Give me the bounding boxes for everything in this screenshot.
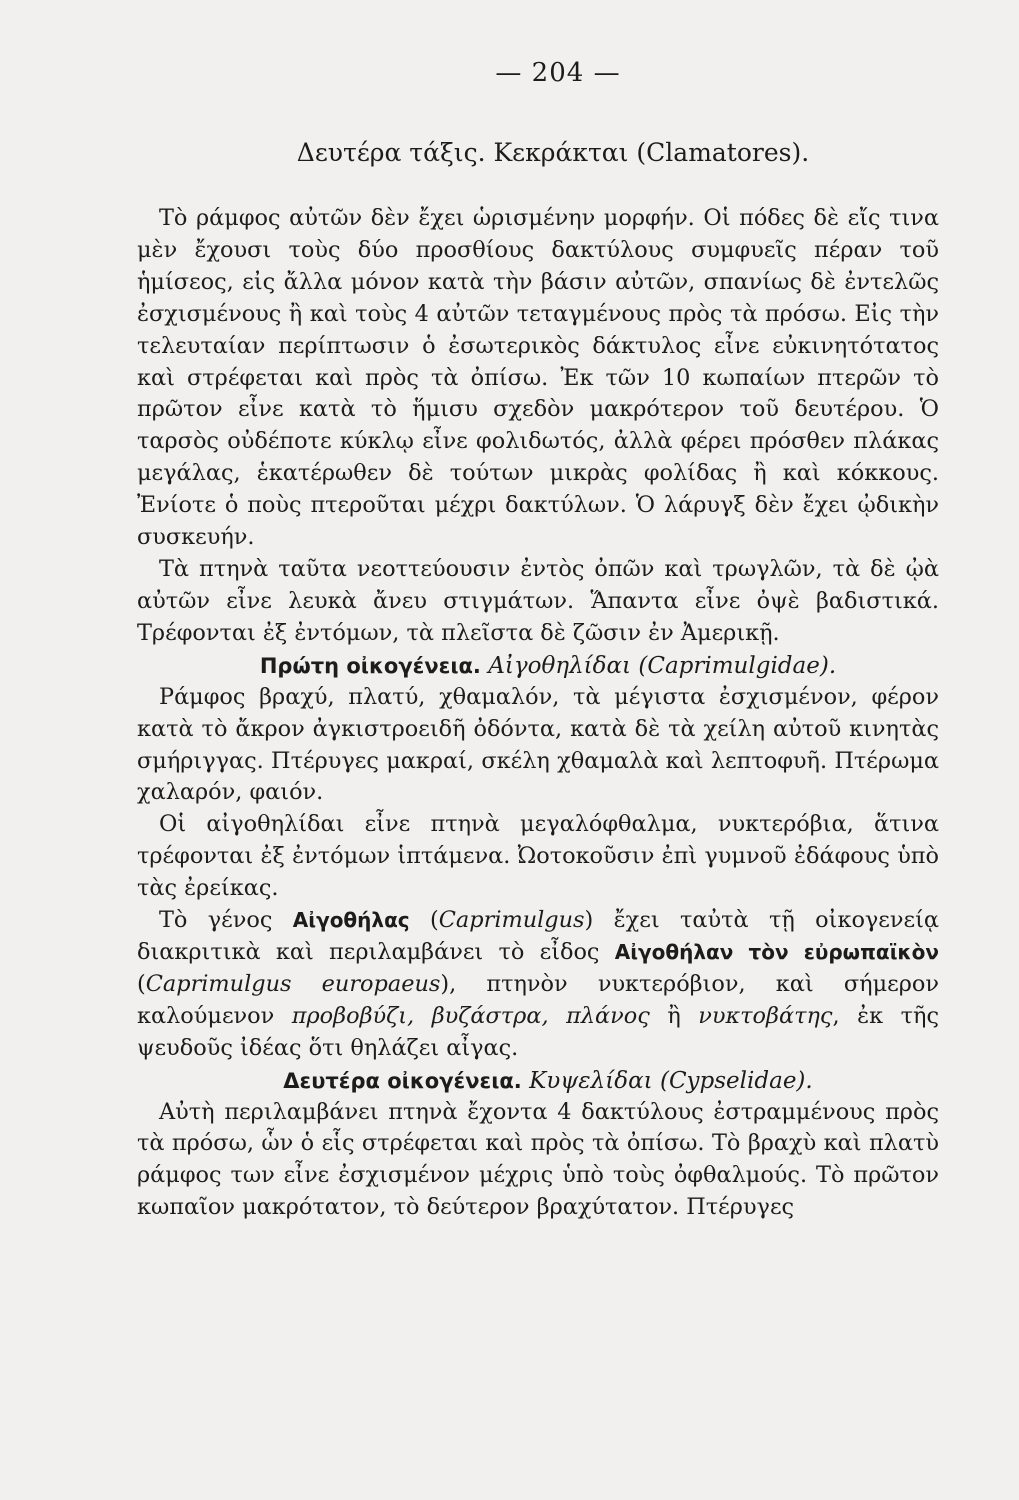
family-greek-name: Αἰγοθηλίδαι	[488, 652, 632, 679]
paragraph-caprimulgidae-habits: Οἱ αἰγοθηλίδαι εἶνε πτηνὰ μεγαλόφθαλμα, νυκτερόβια, ἅτινα τρέφονται ἐξ ἐντόμων ἱπτάμενα. Ὠοτοκοῦσιν ἐπὶ γυμνοῦ ἐδάφους ὑπὸ τὰς ἐρείκας.	[137, 811, 939, 902]
family-label: Πρώτη οἰκογένεια.	[259, 653, 481, 678]
page-number: — 204 —	[495, 58, 621, 88]
paragraph-caprimulgus-genus	[137, 905, 939, 1065]
common-name-alt: νυκτοβάτης	[698, 1002, 833, 1029]
paragraph-caprimulgidae-traits: Ράμφος βραχύ, πλατύ, χθαμαλόν, τὰ μέγιστα ἐσχισμένον, φέρον κατὰ τὸ ἄκρον ἀγκιστροειδῆ ὀδόντα, κατὰ δὲ τὰ χείλη αὐτοῦ κινητὰς σμήριγγας. Πτέρυγες μακραί, σκέλη χθαμαλὰ καὶ λεπτοφυῆ. Πτέρωμα χαλαρόν, φαιόν.	[137, 683, 939, 806]
text-run: ) ἔχει ταὐτὰ τῇ οἰκογενείᾳ διακριτικὰ καὶ περιλαμβάνει τὸ εἶδος	[137, 907, 940, 965]
family-heading-cypselidae	[137, 1065, 939, 1097]
genus-latin: Caprimulgus	[438, 907, 585, 934]
paragraph-nesting: Τὰ πτηνὰ ταῦτα νεοττεύουσιν ἐντὸς ὀπῶν καὶ τρωγλῶν, τὰ δὲ ᾠὰ αὐτῶν εἶνε λευκὰ ἄνευ στιγμάτων. Ἅπαντα εἶνε ὀψὲ βαδιστικά. Τρέφονται ἐξ ἐντόμων, τὰ πλεῖστα δὲ ζῶσιν ἐν Ἀμερικῇ.	[137, 555, 939, 646]
text-run: ), πτηνὸν νυκτερόβιον, καὶ σήμερον καλούμενον	[137, 970, 939, 1029]
text-run: ἢ	[649, 1002, 699, 1029]
paragraph-order-description: Τὸ ράμφος αὐτῶν δὲν ἔχει ὡρισμένην μορφήν. Οἱ πόδες δὲ εἴς τινα μὲν ἔχουσι τοὺς δύο προσθίους δακτύλους συμφυεῖς πέραν τοῦ ἡμίσεος, εἰς ἄλλα μόνον κατὰ τὴν βάσιν αὐτῶν, σπανίως δὲ ἐντελῶς ἐσχισμένους ἢ καὶ τοὺς 4 αὐτῶν τεταγμένους πρὸς τὰ πρόσω. Εἰς τὴν τελευταίαν περίπτωσιν ὁ ἐσωτερικὸς δάκτυλος εἶνε εὐκινητότατος καὶ στρέφεται καὶ πρὸς τὰ ὀπίσω. Ἐκ τῶν 10 κωπαίων πτερῶν τὸ πρῶτον εἶνε κατὰ τὸ ἥμισυ σχεδὸν μακρότερον τοῦ δευτέρου. Ὁ ταρσὸς οὐδέποτε κύκλῳ εἶνε φολιδωτός, ἀλλὰ φέρει πρόσθεν πλάκας μεγάλας, ἑκατέρωθεν δὲ τούτων μικρὰς φολίδας ἢ καὶ κόκκους. Ἐνίοτε ὁ ποὺς πτεροῦται μέχρι δακτύλων. Ὁ λάρυγξ δὲν ἔχει ᾠδικὴν συσκευήν.	[137, 205, 939, 551]
genus-term: Αἰγοθήλας	[292, 908, 410, 933]
family-heading-caprimulgidae	[137, 650, 939, 682]
family-label: Δευτέρα οἰκογένεια.	[283, 1068, 522, 1093]
family-latin-name: (Caprimulgidae).	[638, 652, 837, 679]
text-run: Τὸ γένος	[159, 907, 293, 934]
species-term: Αἰγοθήλαν τὸν εὐρωπαϊκὸν	[614, 939, 939, 964]
section-title: Δευτέρα τάξις. Κεκράκται (Clamatores).	[296, 138, 810, 167]
text-run: , ἐκ τῆς ψευδοῦς ἰδέας ὅτι θηλάζει αἶγας.	[137, 1002, 939, 1061]
species-latin: Caprimulgus europaeus	[145, 970, 441, 997]
family-latin-name: (Cypselidae).	[659, 1067, 813, 1094]
text-run: (	[137, 970, 146, 997]
text-run: (	[409, 907, 439, 934]
paragraph-cypselidae-traits: Αὐτὴ περιλαμβάνει πτηνὰ ἔχοντα 4 δακτύλους ἐστραμμένους πρὸς τὰ πρόσω, ὧν ὁ εἷς στρέφεται καὶ πρὸς τὰ ὀπίσω. Τὸ βραχὺ καὶ πλατὺ ράμφος των εἶνε ἐσχισμένον μέχρις ὑπὸ τοὺς ὀφθαλμούς. Τὸ πρῶτον κωπαῖον μακρότατον, τὸ δεύτερον βραχύτατον. Πτέρυγες	[137, 1098, 939, 1221]
common-names: προβοβύζι, βυζάστρα, πλάνος	[291, 1002, 650, 1029]
family-greek-name: Κυψελίδαι	[529, 1067, 653, 1094]
